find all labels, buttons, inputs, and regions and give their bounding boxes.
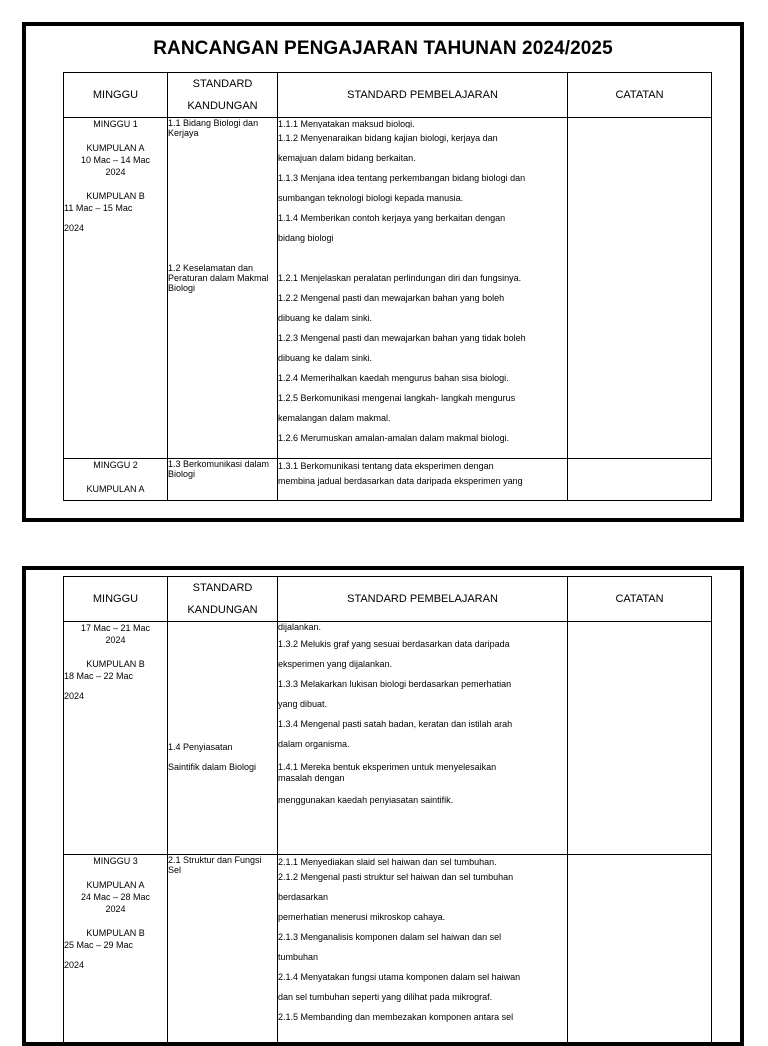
group-b-year: 2024 xyxy=(64,222,167,234)
standard-pembelajaran-cell xyxy=(278,459,568,501)
sp-line: 2.1.4 Menyatakan fungsi utama komponen dalam sel haiwan xyxy=(278,967,567,987)
sp-line: 1.2.3 Mengenal pasti dan mewajarkan bahan yang tidak boleh xyxy=(278,328,567,348)
standard-pembelajaran-cell xyxy=(278,118,568,459)
header-standard-kandungan xyxy=(168,73,278,118)
catatan-cell xyxy=(568,622,712,855)
header-standard-pembelajaran: STANDARD PEMBELAJARAN xyxy=(278,73,568,118)
week-cell xyxy=(64,459,168,501)
sp-line: 2.1.1 Menyediakan slaid sel haiwan dan sel tumbuhan. xyxy=(278,855,567,867)
sp-line: 1.4.1 Mereka bentuk eksperimen untuk menyelesaikan xyxy=(278,762,567,773)
sp-line: 1.3.2 Melukis graf yang sesuai berdasarkan data daripada xyxy=(278,634,567,654)
sp-line: sumbangan teknologi biologi kepada manusia. xyxy=(278,188,567,208)
catatan-cell xyxy=(568,459,712,501)
week-label: MINGGU 3 xyxy=(64,855,167,867)
sp-line: masalah dengan xyxy=(278,773,567,784)
sp-line: 1.1.2 Menyenaraikan bidang kajian biologi, kerjaya dan xyxy=(278,128,567,148)
sp-line: 1.2.1 Menjelaskan peralatan perlindungan diri dan fungsinya. xyxy=(278,268,567,288)
group-b-year: 2024 xyxy=(64,690,167,702)
sp-line: kemajuan dalam bidang berkaitan. xyxy=(278,148,567,168)
header-standard-kandungan-line1: STANDARD xyxy=(168,73,277,95)
sp-line: 1.2.2 Mengenal pasti dan mewajarkan bahan yang boleh xyxy=(278,288,567,308)
sp-line: 2.1.5 Membanding dan membezakan komponen antara sel xyxy=(278,1007,567,1027)
group-b-year: 2024 xyxy=(64,959,167,971)
sp-line: dibuang ke dalam sinki. xyxy=(278,308,567,328)
sp-line: 2.1.3 Menganalisis komponen dalam sel haiwan dan sel xyxy=(278,927,567,947)
sp-line: 1.2.6 Merumuskan amalan-amalan dalam makmal biologi. xyxy=(278,428,567,448)
group-a-year: 2024 xyxy=(64,903,167,915)
sp-line: 1.1.4 Memberikan contoh kerjaya yang berkaitan dengan xyxy=(278,208,567,228)
sp-line: 1.2.5 Berkomunikasi mengenai langkah- langkah mengurus xyxy=(278,388,567,408)
standard-kandungan-cell xyxy=(168,855,278,1046)
standard-kandungan-1-2: 1.2 Keselamatan dan Peraturan dalam Makmal Biologi xyxy=(168,263,277,293)
week-cell xyxy=(64,622,168,855)
group-a-label: KUMPULAN A xyxy=(64,879,167,891)
standard-kandungan-cell xyxy=(168,622,278,855)
sp-line: 2.1.2 Mengenal pasti struktur sel haiwan dan sel tumbuhan xyxy=(278,867,567,887)
group-b-label: KUMPULAN B xyxy=(64,190,167,202)
sp-line: menggunakan kaedah penyiasatan saintifik. xyxy=(278,790,567,810)
sp-line: dan sel tumbuhan seperti yang dilihat pada mikrograf. xyxy=(278,987,567,1007)
group-a-year: 2024 xyxy=(64,634,167,646)
catatan-cell xyxy=(568,855,712,1046)
table-row xyxy=(64,118,712,459)
table-row xyxy=(64,622,712,855)
sp-line: berdasarkan xyxy=(278,887,567,907)
sp-line: dijalankan. xyxy=(278,622,567,634)
group-a-date: 17 Mac – 21 Mac xyxy=(64,622,167,634)
week-label: MINGGU 2 xyxy=(64,459,167,471)
week-cell xyxy=(64,855,168,1046)
sp-line: dibuang ke dalam sinki. xyxy=(278,348,567,368)
table-row xyxy=(64,459,712,501)
sp-line: 1.3.4 Mengenal pasti satah badan, keratan dan istilah arah xyxy=(278,714,567,734)
standard-kandungan-1-4-line1: 1.4 Penyiasatan xyxy=(168,737,277,757)
sp-line: 1.1.1 Menyatakan maksud biologi. xyxy=(278,118,567,128)
week-cell xyxy=(64,118,168,459)
group-b-label: KUMPULAN B xyxy=(64,927,167,939)
group-a-year: 2024 xyxy=(64,166,167,178)
sp-line: pemerhatian menerusi mikroskop cahaya. xyxy=(278,907,567,927)
standard-kandungan-1-3: 1.3 Berkomunikasi dalam Biologi xyxy=(168,459,277,479)
group-b-date: 25 Mac – 29 Mac xyxy=(64,939,167,951)
document-page-2 xyxy=(22,566,744,1046)
group-b-label: KUMPULAN B xyxy=(64,658,167,670)
lesson-plan-table-continued xyxy=(63,576,712,1046)
header-standard-pembelajaran: STANDARD PEMBELAJARAN xyxy=(278,577,568,622)
header-standard-kandungan xyxy=(168,577,278,622)
catatan-cell xyxy=(568,118,712,459)
table-row xyxy=(64,855,712,1046)
standard-kandungan-1-4-line2: Saintifik dalam Biologi xyxy=(168,757,277,777)
sp-line: yang dibuat. xyxy=(278,694,567,714)
sp-line: 1.3.3 Melakarkan lukisan biologi berdasarkan pemerhatian xyxy=(278,674,567,694)
header-catatan: CATATAN xyxy=(568,577,712,622)
document-title: RANCANGAN PENGAJARAN TAHUNAN 2024/2025 xyxy=(26,38,740,60)
header-catatan: CATATAN xyxy=(568,73,712,118)
standard-pembelajaran-cell xyxy=(278,622,568,855)
group-a-label: KUMPULAN A xyxy=(64,483,167,495)
document-page-1 xyxy=(22,22,744,522)
sp-line: eksperimen yang dijalankan. xyxy=(278,654,567,674)
sp-line: bidang biologi xyxy=(278,228,567,248)
header-minggu: MINGGU xyxy=(64,577,168,622)
lesson-plan-table xyxy=(63,72,712,501)
sp-line: dalam organisma. xyxy=(278,734,567,754)
group-b-date: 11 Mac – 15 Mac xyxy=(64,202,167,214)
sp-line: 1.1.3 Menjana idea tentang perkembangan bidang biologi dan xyxy=(278,168,567,188)
sp-line: 1.2.4 Memerihalkan kaedah mengurus bahan sisa biologi. xyxy=(278,368,567,388)
standard-kandungan-cell xyxy=(168,459,278,501)
standard-kandungan-cell xyxy=(168,118,278,459)
header-standard-kandungan-line2: KANDUNGAN xyxy=(168,95,277,117)
group-a-date: 24 Mac – 28 Mac xyxy=(64,891,167,903)
table-header-row xyxy=(64,577,712,622)
standard-kandungan-1-1: 1.1 Bidang Biologi dan Kerjaya xyxy=(168,118,277,138)
header-standard-kandungan-line1: STANDARD xyxy=(168,577,277,599)
sp-line: 1.3.1 Berkomunikasi tentang data eksperimen dengan xyxy=(278,459,567,471)
header-minggu: MINGGU xyxy=(64,73,168,118)
sp-line: membina jadual berdasarkan data daripada eksperimen yang xyxy=(278,471,567,491)
header-standard-kandungan-line2: KANDUNGAN xyxy=(168,599,277,621)
group-a-label: KUMPULAN A xyxy=(64,142,167,154)
sp-line: tumbuhan xyxy=(278,947,567,967)
week-label: MINGGU 1 xyxy=(64,118,167,130)
table-header-row xyxy=(64,73,712,118)
standard-kandungan-2-1: 2.1 Struktur dan Fungsi Sel xyxy=(168,855,277,875)
group-a-date: 10 Mac – 14 Mac xyxy=(64,154,167,166)
standard-pembelajaran-cell xyxy=(278,855,568,1046)
group-b-date: 18 Mac – 22 Mac xyxy=(64,670,167,682)
sp-line: kemalangan dalam makmal. xyxy=(278,408,567,428)
